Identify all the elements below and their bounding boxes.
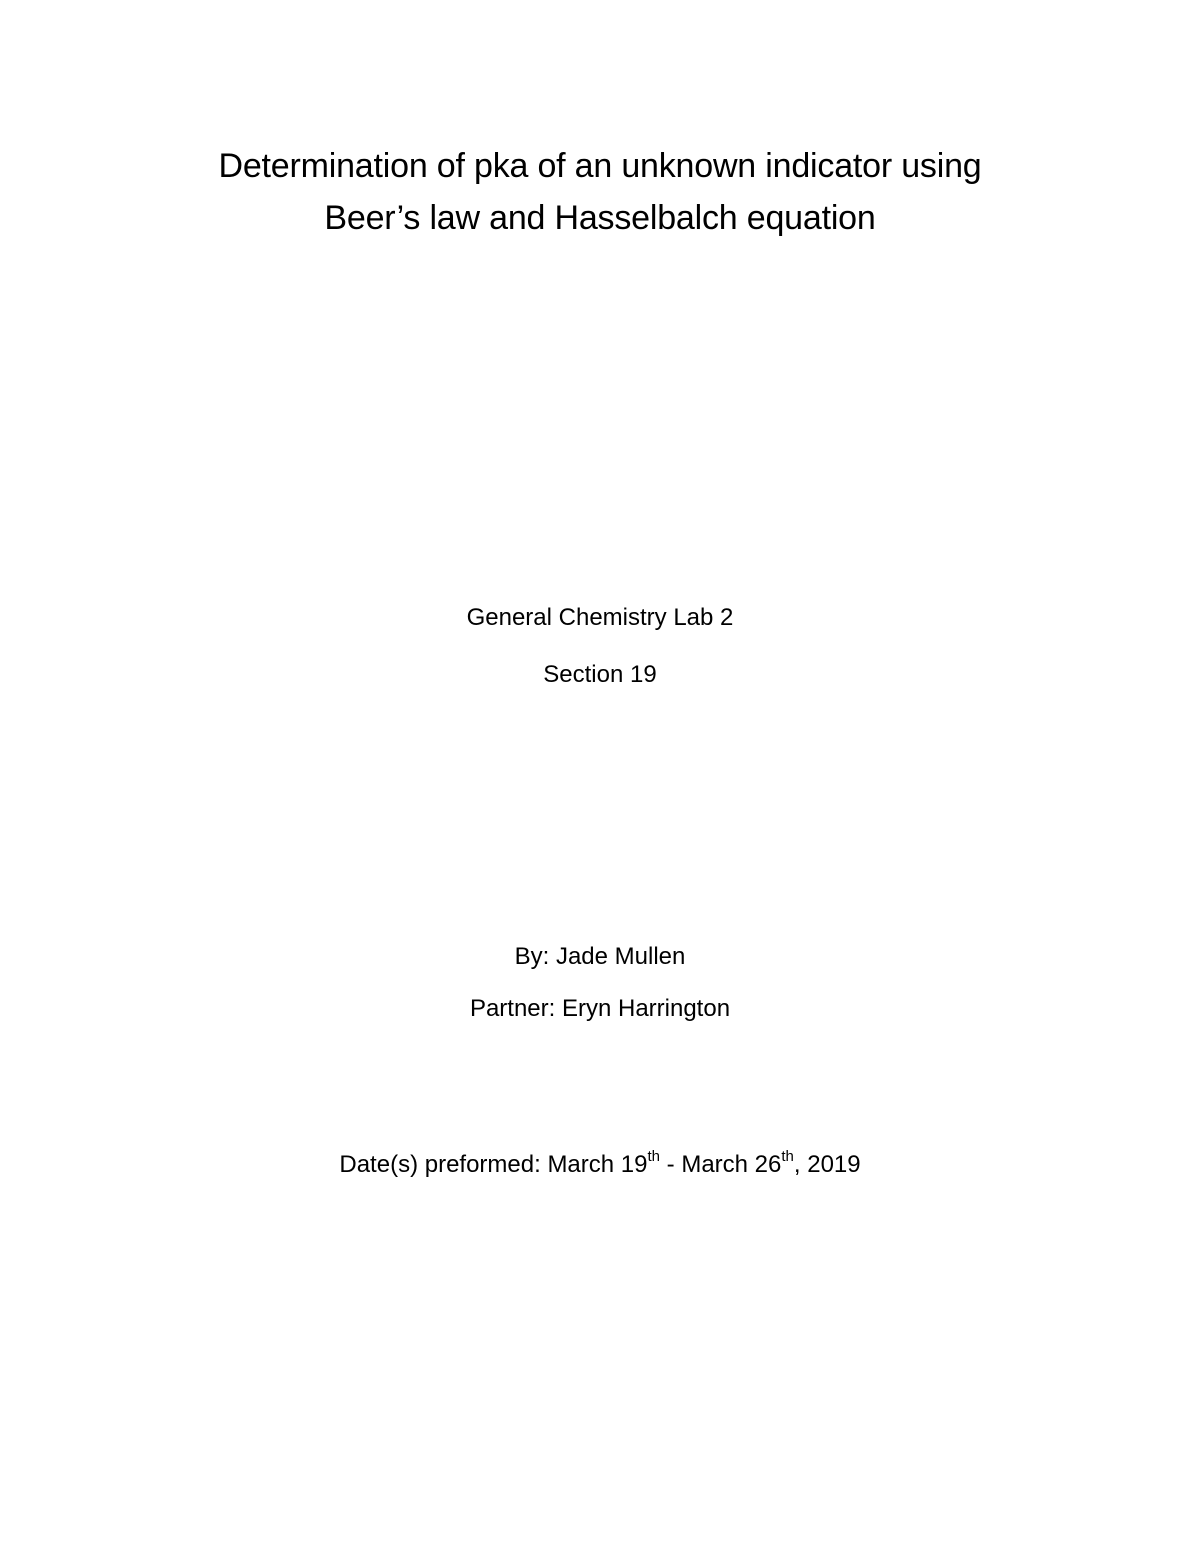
report-title-line-2: Beer’s law and Hasselbalch equation [324, 199, 876, 237]
section-number: Section 19 [543, 661, 657, 688]
course-name: General Chemistry Lab 2 [466, 604, 734, 631]
date-start-ordinal-suffix: th [647, 1148, 660, 1165]
author-name: By: Jade Mullen [514, 943, 686, 970]
dates-suffix: , 2019 [793, 1151, 861, 1178]
partner-name: Partner: Eryn Harrington [469, 995, 731, 1022]
report-title-line-1: Determination of pka of an unknown indicator using [218, 147, 982, 185]
dates-performed [0, 1150, 1200, 1180]
dates-prefix: Date(s) preformed: March 19 [339, 1151, 648, 1178]
date-end-ordinal-suffix: th [781, 1148, 794, 1165]
dates-middle: - March 26 [660, 1151, 782, 1178]
